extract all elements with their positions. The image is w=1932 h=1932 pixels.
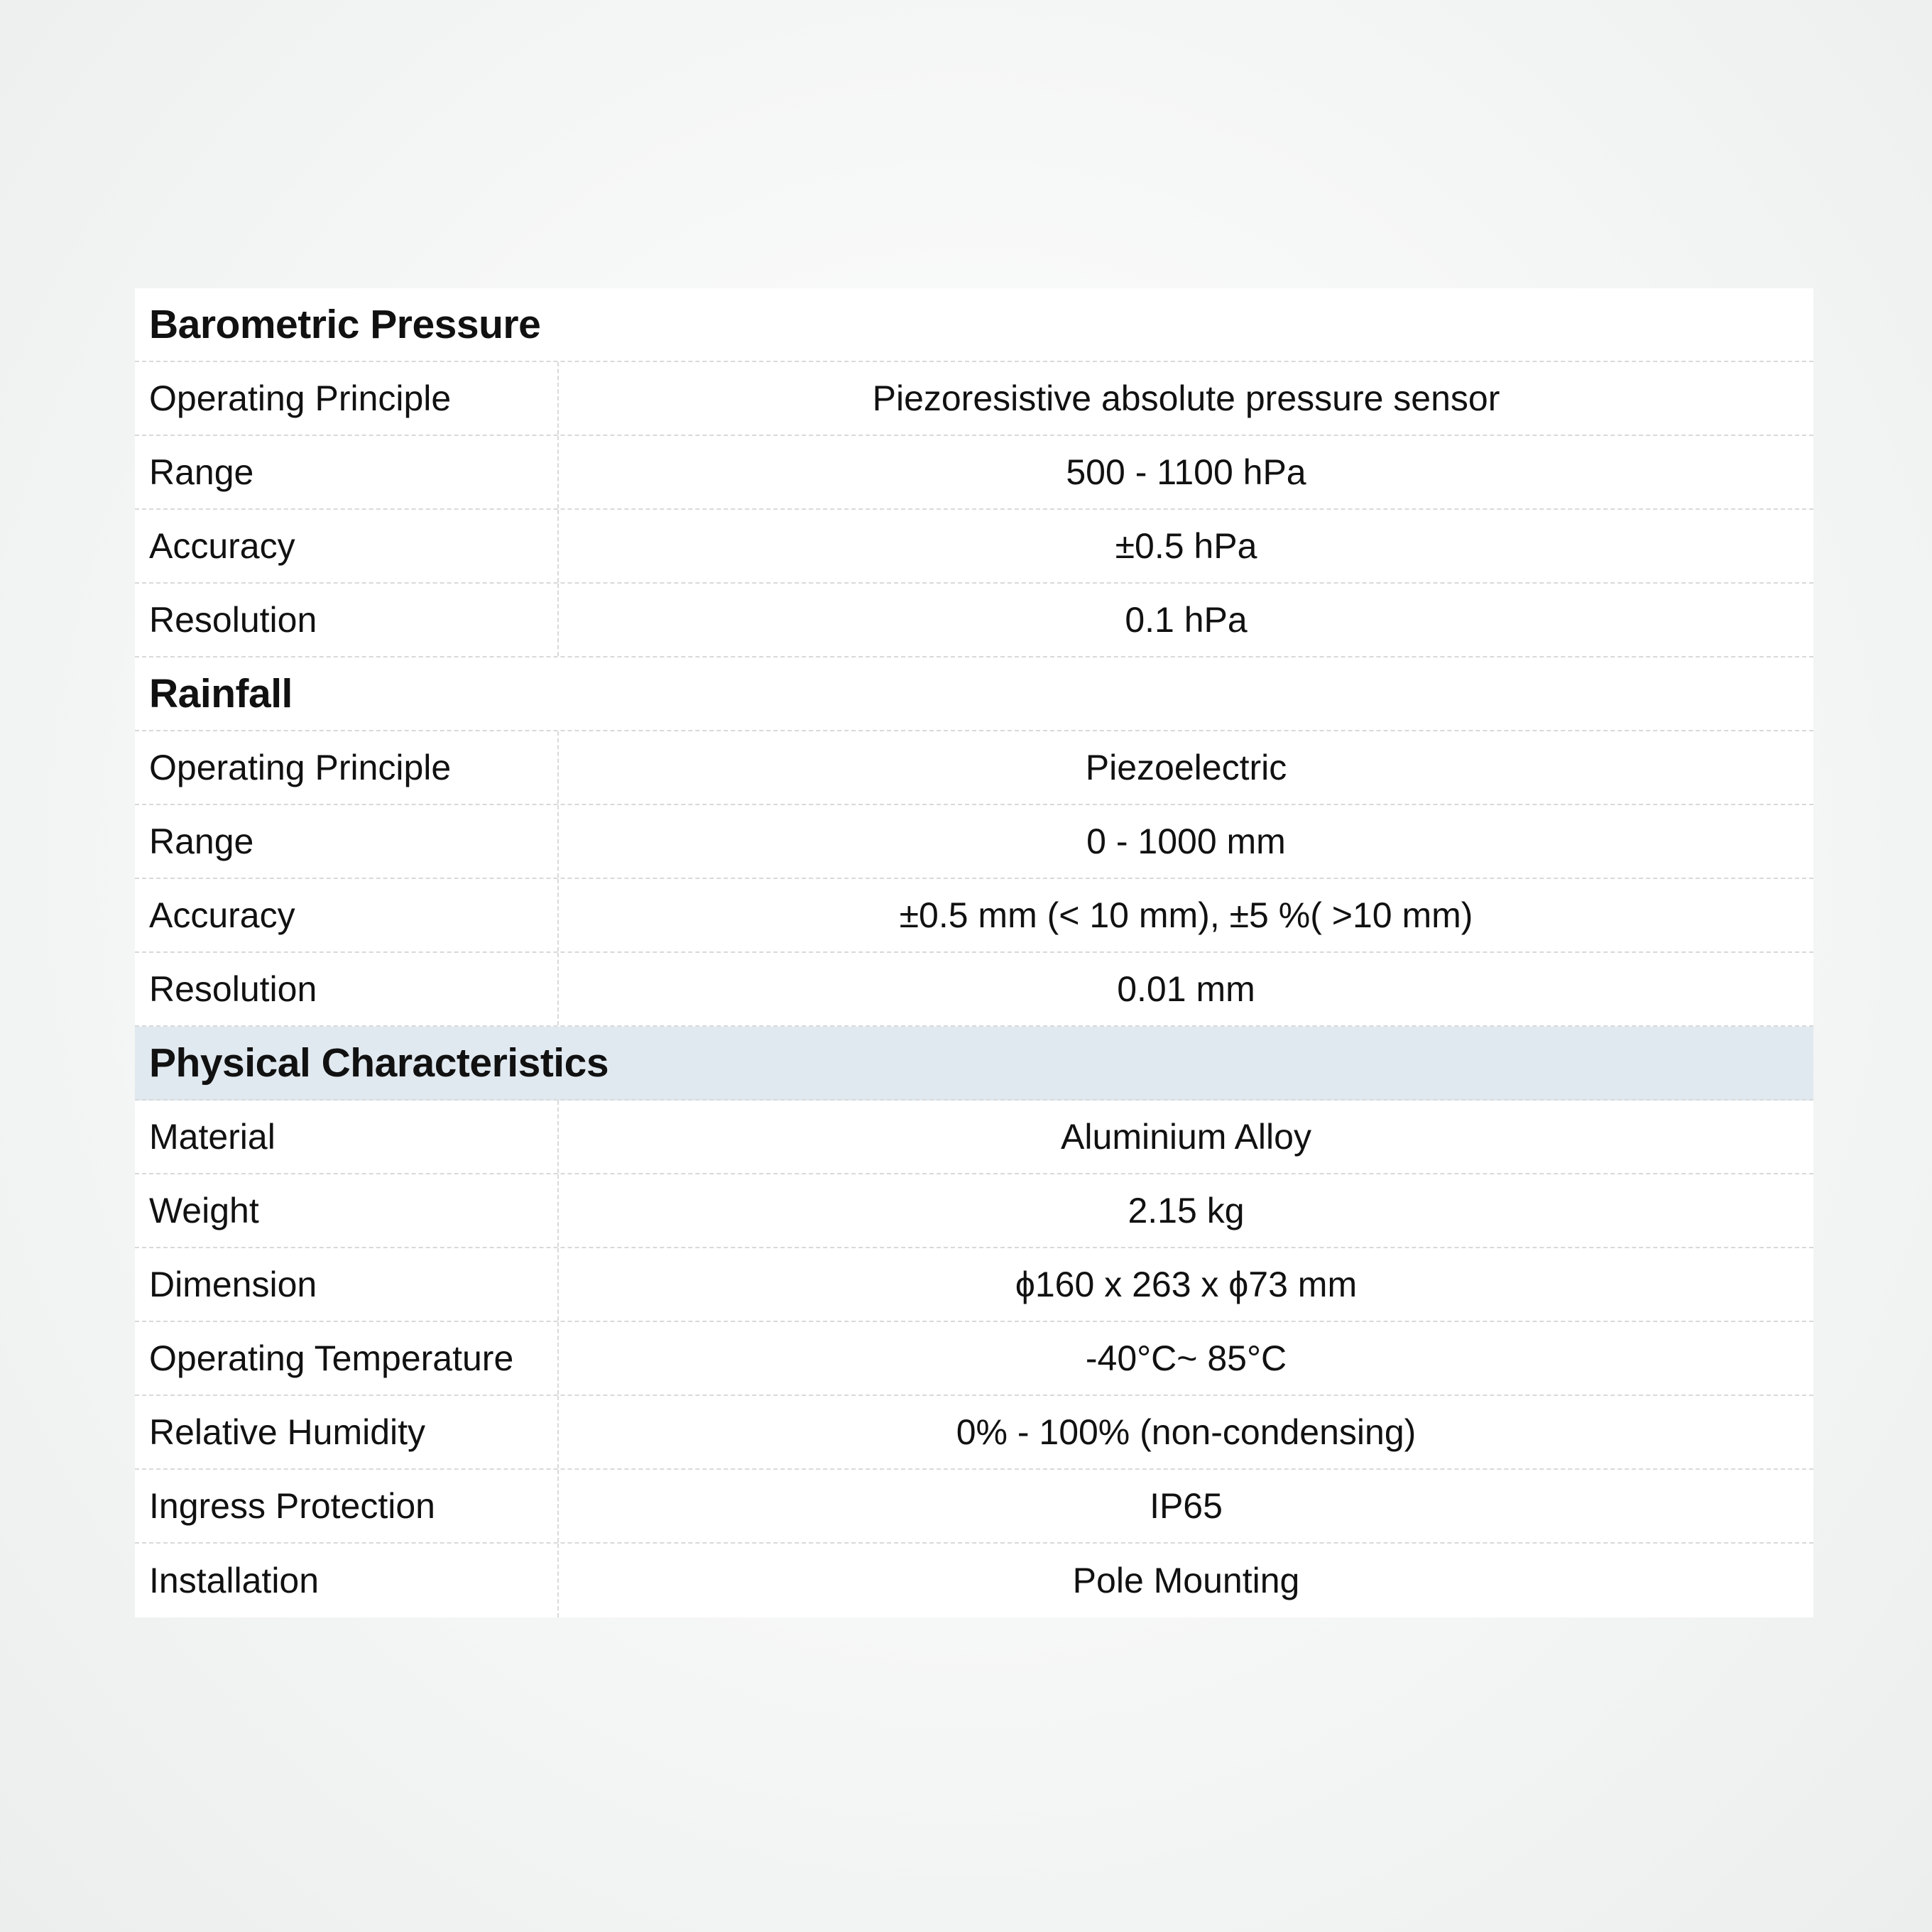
spec-label: Resolution	[135, 953, 559, 1025]
spec-label: Range	[135, 805, 559, 878]
spec-row	[135, 805, 1813, 879]
spec-label: Material	[135, 1101, 559, 1173]
section-physical-characteristics	[135, 1027, 1813, 1617]
spec-value: ±0.5 mm (< 10 mm), ±5 %( >10 mm)	[899, 895, 1473, 935]
section-title: Physical Characteristics	[135, 1027, 1813, 1101]
spec-row	[135, 879, 1813, 953]
spec-label: Relative Humidity	[135, 1396, 559, 1468]
spec-value: 0.01 mm	[1117, 969, 1255, 1009]
spec-row	[135, 1544, 1813, 1617]
spec-value: -40°C~ 85°C	[1085, 1338, 1287, 1378]
spec-value: Piezoresistive absolute pressure sensor	[872, 378, 1500, 418]
section-barometric-pressure	[135, 288, 1813, 657]
spec-row	[135, 584, 1813, 657]
spec-row	[135, 1248, 1813, 1322]
spec-value: Pole Mounting	[1072, 1561, 1300, 1600]
spec-label: Ingress Protection	[135, 1470, 559, 1542]
spec-label: Accuracy	[135, 510, 559, 582]
spec-row	[135, 1174, 1813, 1248]
spec-row	[135, 731, 1813, 805]
spec-value: 0.1 hPa	[1125, 600, 1248, 640]
spec-label: Range	[135, 436, 559, 508]
spec-row	[135, 1322, 1813, 1396]
spec-row	[135, 1101, 1813, 1174]
spec-label: Resolution	[135, 584, 559, 656]
spec-row	[135, 362, 1813, 436]
spec-value: 0 - 1000 mm	[1086, 822, 1286, 861]
spec-table	[135, 288, 1813, 1617]
spec-value: 2.15 kg	[1128, 1191, 1245, 1230]
section-title: Rainfall	[135, 657, 1813, 731]
spec-value: IP65	[1150, 1486, 1223, 1526]
spec-label: Operating Principle	[135, 731, 559, 804]
spec-label: Dimension	[135, 1248, 559, 1321]
spec-value: ϕ160 x 263 x ϕ73 mm	[1015, 1265, 1358, 1304]
spec-value: 500 - 1100 hPa	[1066, 452, 1306, 492]
section-rainfall	[135, 657, 1813, 1027]
spec-label: Weight	[135, 1174, 559, 1247]
spec-label: Operating Temperature	[135, 1322, 559, 1395]
spec-row	[135, 953, 1813, 1027]
spec-value: ±0.5 hPa	[1115, 526, 1257, 566]
section-title: Barometric Pressure	[135, 288, 1813, 362]
spec-row	[135, 1470, 1813, 1544]
spec-value: Piezoelectric	[1085, 748, 1287, 787]
spec-row	[135, 436, 1813, 510]
spec-row	[135, 1396, 1813, 1470]
spec-value: Aluminium Alloy	[1061, 1117, 1311, 1157]
spec-label: Operating Principle	[135, 362, 559, 435]
spec-value: 0% - 100% (non-condensing)	[956, 1412, 1417, 1452]
spec-row	[135, 510, 1813, 584]
spec-label: Accuracy	[135, 879, 559, 951]
spec-label: Installation	[135, 1544, 559, 1617]
